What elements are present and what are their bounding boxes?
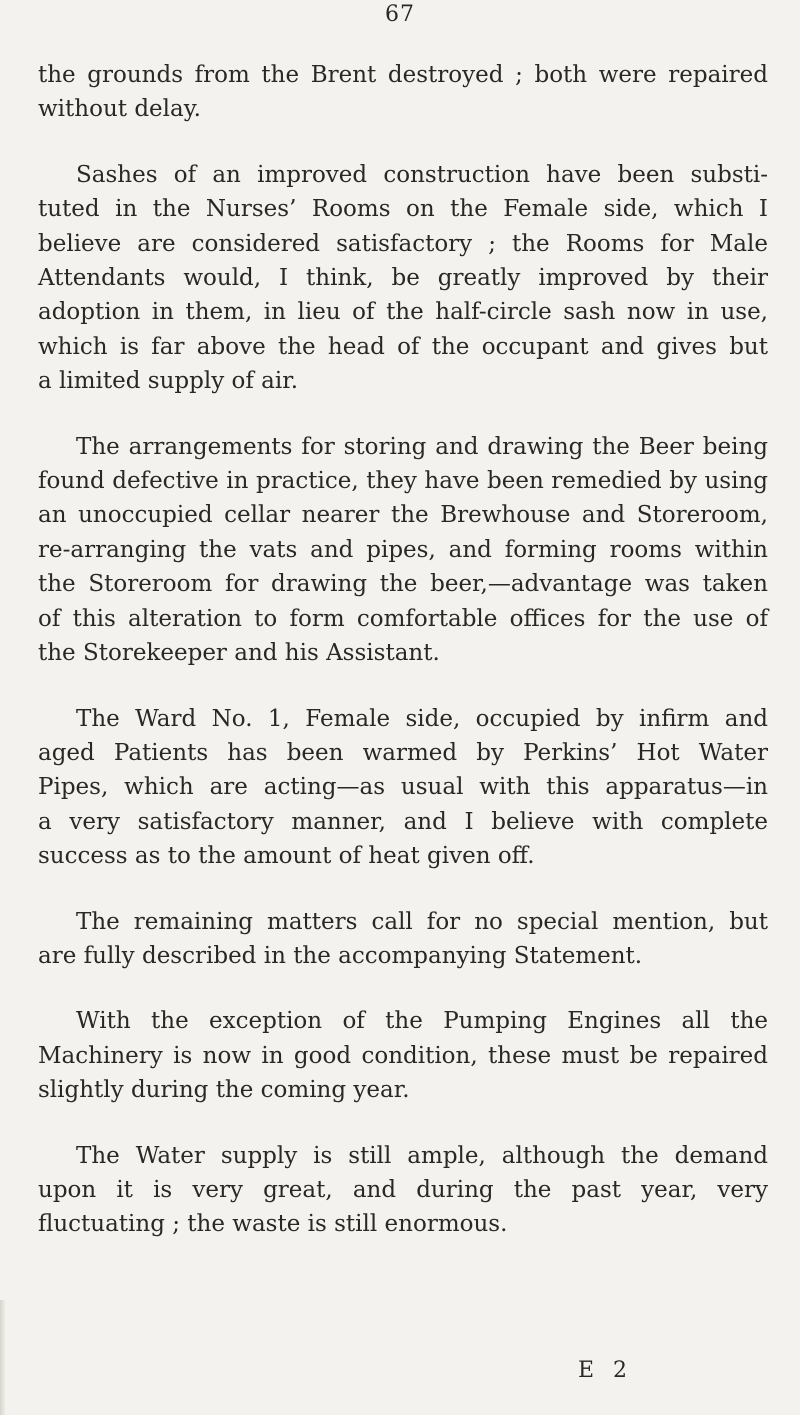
binding-edge	[0, 1300, 6, 1415]
paragraph-line: The Ward No. 1, Female side, occupied by infirm and	[76, 705, 768, 732]
paragraph-line: Pipes, which are acting—as usual with this apparatus—in	[38, 774, 768, 801]
paragraph-line: slightly during the coming year.	[38, 1077, 410, 1104]
paragraph-line: adoption in them, in lieu of the half-circle sash now in use,	[38, 299, 768, 326]
paragraph-line: Attendants would, I think, be greatly improved by their	[38, 265, 768, 292]
paragraph-line: fluctuating ; the waste is still enormous.	[38, 1211, 508, 1238]
paragraph-line: an unoccupied cellar nearer the Brewhouse and Storeroom,	[38, 502, 768, 529]
body-text	[38, 58, 768, 1273]
paragraph-5	[38, 905, 768, 974]
paragraph-4	[38, 702, 768, 874]
paragraph-2	[38, 158, 768, 399]
paragraph-line: the grounds from the Brent destroyed ; both were repaired	[38, 62, 768, 88]
paragraph-line: The Water supply is still ample, although the demand	[76, 1142, 768, 1169]
paragraph-line: a very satisfactory manner, and I believe with complete	[38, 808, 768, 835]
paragraph-line: the Storekeeper and his Assistant.	[38, 640, 440, 667]
paragraph-line: Machinery is now in good condition, these must be repaired	[38, 1042, 768, 1069]
paragraph-line: without delay.	[38, 96, 201, 123]
paragraph-line: of this alteration to form comfortable offices for the use of	[38, 605, 768, 632]
paragraph-line: believe are considered satisfactory ; the Rooms for Male	[38, 230, 768, 257]
paragraph-line: found defective in practice, they have been remedied by using	[38, 468, 768, 495]
paragraph-3	[38, 430, 768, 671]
paragraph-line: tuted in the Nurses’ Rooms on the Female side, which I	[38, 196, 768, 223]
signature-mark: E 2	[578, 1358, 634, 1383]
paragraph-7	[38, 1139, 768, 1242]
paragraph-line: The arrangements for storing and drawing the Beer being	[76, 433, 768, 460]
paragraph-line: success as to the amount of heat given off.	[38, 843, 535, 870]
page-number: 67	[385, 2, 415, 27]
paragraph-line: upon it is very great, and during the past year, very	[38, 1176, 768, 1203]
paragraph-line: The remaining matters call for no special mention, but	[76, 908, 768, 935]
paragraph-6	[38, 1004, 768, 1107]
paragraph-line: a limited supply of air.	[38, 368, 299, 395]
paragraph-line: re-arranging the vats and pipes, and forming rooms within	[38, 536, 768, 563]
paragraph-line: which is far above the head of the occupant and gives but	[38, 333, 768, 360]
paragraph-line: Sashes of an improved construction have been substi-	[76, 161, 768, 188]
paragraph-line: the Storeroom for drawing the beer,—advantage was taken	[38, 571, 768, 598]
paragraph-line: are fully described in the accompanying Statement.	[38, 942, 643, 969]
paragraph-line: With the exception of the Pumping Engines all the	[76, 1008, 768, 1035]
paragraph-1	[38, 58, 768, 127]
paragraph-line: aged Patients has been warmed by Perkins’ Hot Water	[38, 739, 768, 766]
